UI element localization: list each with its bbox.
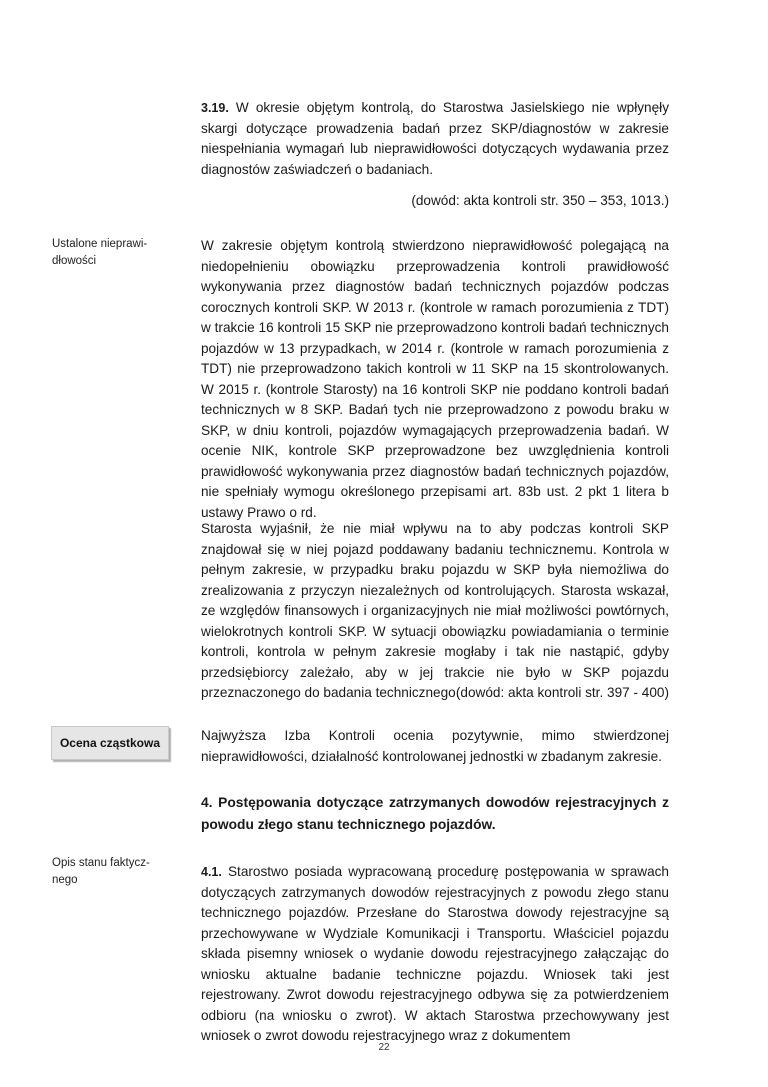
paragraph-text: W okresie objętym kontrolą, do Starostwa Jasielskiego nie wpłynęły skargi dotyczące prowadzenia badań przez SKP/diagnostów w zakresie niespełniania wymagań lub nieprawidłowości dotyczących wydawania przez diagnostów zaświadczeń o badaniach. [201,100,669,177]
paragraph-irregularity: W zakresie objętym kontrolą stwierdzono nieprawidłowość polegającą na niedopełnieniu obowiązku przeprowadzenia kontroli prawidłowość wykonywania przez diagnostów badań technicznych pojazdów podczas corocznych kontroli SKP. W 2013 r. (kontrole w ramach porozumienia z TDT) w trakcie 16 kontroli 15 SKP nie przeprowadzono kontroli badań technicznych pojazdów w 13 przypadkach, w 2014 r. (kontrole w ramach porozumienia z TDT) nie przeprowadzono takich kontroli w 11 SKP na 15 skontrolowanych. W 2015 r. (kontrole Starosty) na 16 kontroli SKP nie poddano kontroli badań technicznych w 8 SKP. Badań tych nie przeprowadzono z powodu braku w SKP, w dniu kontroli, pojazdów wymagających przeprowadzenia badań. W ocenie NIK, kontrole SKP przeprowadzone bez uwzględnienia kontroli prawidłowość wykonywania przez diagnostów badań technicznych pojazdów, nie spełniały wymogu określonego przepisami art. 83b ust. 2 pkt 1 litera b ustawy Prawo o rd. [201,238,669,520]
paragraph-3-19 [201,98,669,180]
section-heading-4: 4. Postępowania dotyczące zatrzymanych dowodów rejestracyjnych z powodu złego stanu technicznego pojazdów. [201,795,669,832]
page-number: 22 [378,1042,390,1053]
side-label-irregularities: Ustalone nieprawi- dłowości [52,238,148,267]
paragraph-number: 4.1. [201,865,222,879]
paragraph-explanation: Starosta wyjaśnił, że nie miał wpływu na to aby podczas kontroli SKP znajdował się w niej pojazd poddawany badaniu technicznemu. Kontrola w pełnym zakresie, w przypadku braku pojazdu w SKP była niemożliwa do zrealizowania z przyczyn niezależnych od kontrolujących. Starosta wskazał, ze względów finansowych i organizacyjnych nie miał możliwości powtórnych, wielokrotnych kontroli SKP. W sytuacji obowiązku powiadamiania o terminie kontroli, kontrola w pełnym zakresie mogłaby i tak nie nastąpić, gdyby przedsiębiorcy zależało, aby w jej trakcie nie było w SKP pojazdu przeznaczonego do badania technicznego. [201,521,669,700]
partial-assessment-label: Ocena cząstkowa [51,726,169,760]
side-label-factual-description: Opis stanu faktycz- nego [52,857,150,886]
paragraph-4-1 [201,862,669,1047]
evidence-reference: (dowód: akta kontroli str. 350 – 353, 1013.) [411,193,669,208]
evidence-reference: (dowód: akta kontroli str. 397 - 400) [455,685,669,700]
paragraph-text: Starostwo posiada wypracowaną procedurę postępowania w sprawach dotyczących zatrzymanych dowodów rejestracyjnych z powodu złego stanu technicznego pojazdów. Przesłane do Starostwa dowody rejestracyjne są przechowywane w Wydziale Komunikacji i Transportu. Właściciel pojazdu składa pisemny wniosek o wydanie dowodu rejestracyjnego załączając do wniosku aktualne badanie techniczne pojazdu. Wniosek taki jest rejestrowany. Zwrot dowodu rejestracyjnego odbywa się za potwierdzeniem odbioru (na wniosku o zwrot). W aktach Starostwa przechowywany jest wniosek o zwrot dowodu rejestracyjnego wraz z dokumentem [201,864,669,1043]
paragraph-assessment: Najwyższa Izba Kontroli ocenia pozytywnie, mimo stwierdzonej nieprawidłowości, działalność kontrolowanej jednostki w zbadanym zakresie. [201,728,669,764]
paragraph-number: 3.19. [201,101,229,115]
